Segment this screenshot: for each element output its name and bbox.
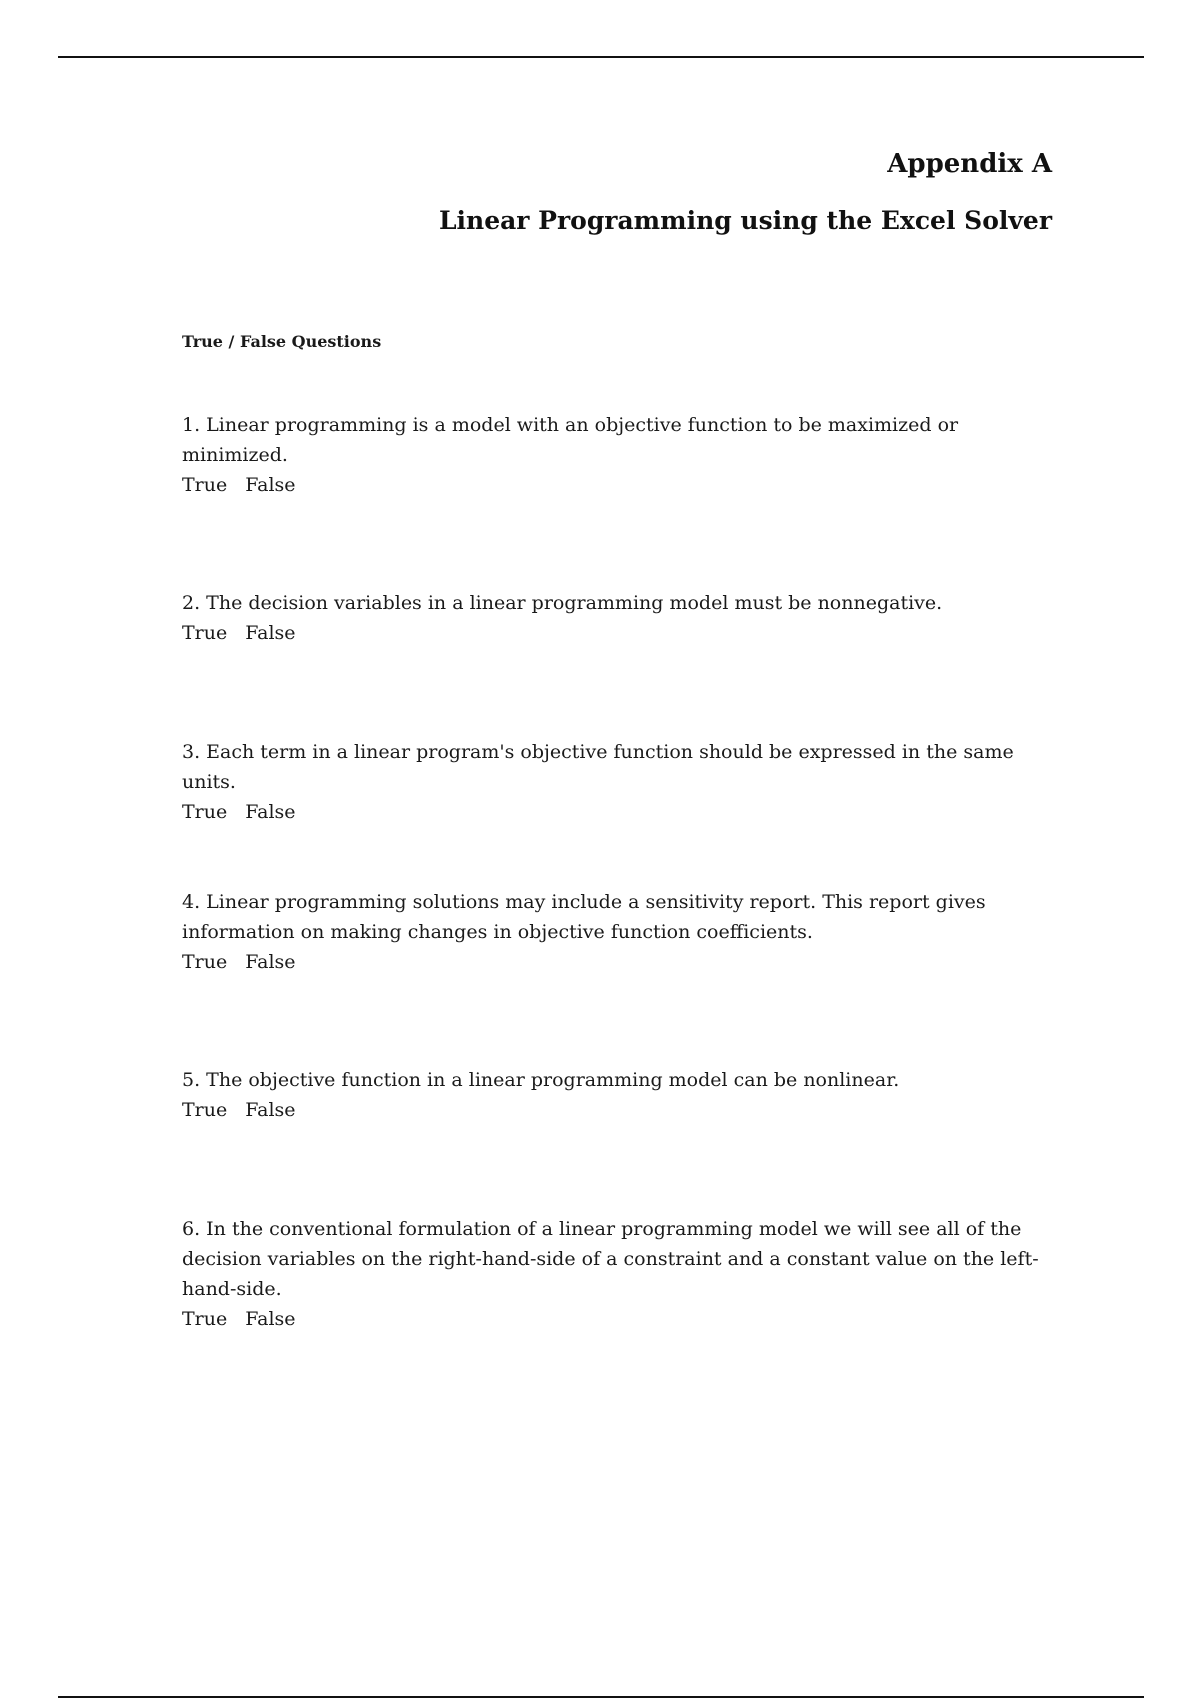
question-4 <box>182 887 1062 977</box>
choice-true[interactable]: True <box>182 1099 228 1121</box>
chapter-title: Linear Programming using the Excel Solver <box>438 206 1052 235</box>
question-text: 2. The decision variables in a linear programming model must be nonnegative. <box>182 592 943 614</box>
choice-true[interactable]: True <box>182 622 228 644</box>
choice-false[interactable]: False <box>245 1099 296 1121</box>
question-5 <box>182 1065 1062 1125</box>
choice-true[interactable]: True <box>182 474 228 496</box>
choice-true[interactable]: True <box>182 1308 228 1330</box>
answer-choices <box>182 470 1062 500</box>
question-text: 6. In the conventional formulation of a linear programming model we will see all of the decision variables on the right-hand-side of a constraint and a constant value on the left-hand-side. <box>182 1218 1039 1300</box>
question-2 <box>182 588 1062 648</box>
answer-choices <box>182 1304 1062 1334</box>
question-6 <box>182 1214 1062 1334</box>
choice-false[interactable]: False <box>245 951 296 973</box>
question-text: 5. The objective function in a linear programming model can be nonlinear. <box>182 1069 900 1091</box>
page-header <box>439 144 1052 241</box>
top-rule <box>58 56 1144 58</box>
choice-false[interactable]: False <box>245 1308 296 1330</box>
question-3 <box>182 737 1062 827</box>
question-text: 4. Linear programming solutions may include a sensitivity report. This report gives information on making changes in objective function coefficients. <box>182 891 986 943</box>
question-1 <box>182 410 1062 500</box>
question-text: 1. Linear programming is a model with an objective function to be maximized or minimized. <box>182 414 959 466</box>
choice-true[interactable]: True <box>182 951 228 973</box>
choice-true[interactable]: True <box>182 801 228 823</box>
answer-choices <box>182 947 1062 977</box>
choice-false[interactable]: False <box>245 801 296 823</box>
bottom-rule <box>58 1696 1144 1698</box>
answer-choices <box>182 1095 1062 1125</box>
section-heading: True / False Questions <box>182 332 382 351</box>
choice-false[interactable]: False <box>245 622 296 644</box>
choice-false[interactable]: False <box>245 474 296 496</box>
answer-choices <box>182 618 1062 648</box>
answer-choices <box>182 797 1062 827</box>
question-text: 3. Each term in a linear program's objective function should be expressed in the same units. <box>182 741 1014 793</box>
appendix-label: Appendix A <box>887 149 1052 179</box>
